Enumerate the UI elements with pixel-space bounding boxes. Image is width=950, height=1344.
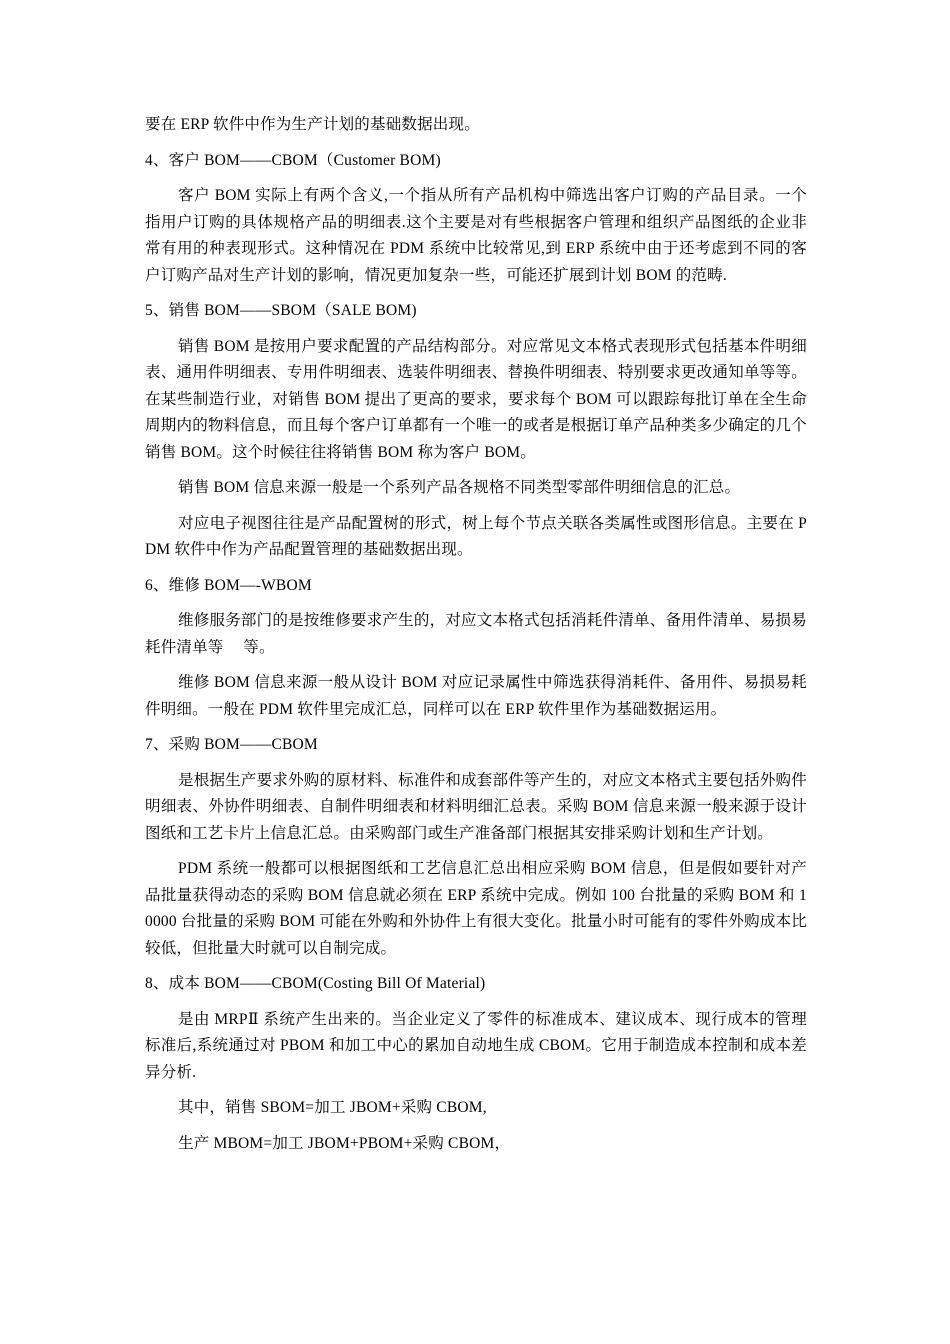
paragraph-maintenance-bom-source: 维修 BOM 信息来源一般从设计 BOM 对应记录属性中筛选获得消耗件、备用件、易损易耗件明细。一般在 PDM 软件里完成汇总，同样可以在 ERP 软件里作为基础数据运用。 xyxy=(145,674,807,718)
document-page xyxy=(145,112,807,1157)
paragraph-maintenance-bom: 维修服务部门的是按维修要求产生的，对应文本格式包括消耗件清单、备用件清单、易损易耗件清单等 等。 xyxy=(145,612,807,656)
formula-production-mbom: 生产 MBOM=加工 JBOM+PBOM+采购 CBOM， xyxy=(178,1134,511,1152)
heading-purchase-bom: 7、采购 BOM——CBOM xyxy=(145,736,318,753)
paragraph-purchase-bom-pdm: PDM 系统一般都可以根据图纸和工艺信息汇总出相应采购 BOM 信息，但是假如要针对产品批量获得动态的采购 BOM 信息就必须在 ERP 系统中完成。例如 100 台批量的采购 BOM 和 10000 台批量的采购 BOM 可能在外购和外协件上有很大变化。批量小时可能有的零件外购成本比较低，但批量大时就可以自制完成。 xyxy=(145,860,807,957)
heading-customer-bom: 4、客户 BOM——CBOM（Customer BOM) xyxy=(145,151,441,169)
formula-sales-sbom: 其中，销售 SBOM=加工 JBOM+采购 CBOM, xyxy=(178,1099,487,1116)
paragraph-cost-bom: 是由 MRPⅡ 系统产生出来的。当企业定义了零件的标准成本、建议成本、现行成本的管理标准后,系统通过对 PBOM 和加工中心的累加自动地生成 CBOM。它用于制造成本控制和成本差异分析. xyxy=(145,1010,807,1081)
heading-cost-bom: 8、成本 BOM——CBOM(Costing Bill Of Material) xyxy=(145,975,486,992)
heading-maintenance-bom: 6、维修 BOM—-WBOM xyxy=(145,576,312,594)
paragraph-purchase-bom: 是根据生产要求外购的原材料、标准件和成套部件等产生的，对应文本格式主要包括外购件明细表、外协件明细表、自制件明细表和材料明细汇总表。采购 BOM 信息来源一般来源于设计图纸和工艺卡片上信息汇总。由采购部门或生产准备部门根据其安排采购计划和生产计划。 xyxy=(145,771,807,842)
paragraph-sales-bom: 销售 BOM 是按用户要求配置的产品结构部分。对应常见文本格式表现形式包括基本件明细表、通用件明细表、专用件明细表、选装件明细表、替换件明细表、特别要求更改通知单等等。在某些制造行业，对销售 BOM 提出了更高的要求，要求每个 BOM 可以跟踪每批订单在全生命周期内的物料信息，而且每个客户订单都有一个唯一的或者是根据订单产品种类多少确定的几个销售 BOM。这个时候往往将销售 BOM 称为客户 BOM。 xyxy=(145,337,807,461)
heading-sales-bom: 5、销售 BOM——SBOM（SALE BOM) xyxy=(145,302,417,319)
paragraph-customer-bom: 客户 BOM 实际上有两个含义,一个指从所有产品机构中筛选出客户订购的产品目录。一个指用户订购的具体规格产品的明细表.这个主要是对有些根据客户管理和组织产品图纸的企业非常有用的种表现形式。这种情况在 PDM 系统中比较常见,到 ERP 系统中由于还考虑到不同的客户订购产品对生产计划的影响，情况更加复杂一些，可能还扩展到计划 BOM 的范畴. xyxy=(145,187,807,284)
paragraph-intro-fragment: 要在 ERP 软件中作为生产计划的基础数据出现。 xyxy=(145,116,480,133)
paragraph-sales-bom-view: 对应电子视图往往是产品配置树的形式，树上每个节点关联各类属性或图形信息。主要在 PDM 软件中作为产品配置管理的基础数据出现。 xyxy=(145,514,807,558)
paragraph-sales-bom-source: 销售 BOM 信息来源一般是一个系列产品各规格不同类型零部件明细信息的汇总。 xyxy=(178,479,741,496)
